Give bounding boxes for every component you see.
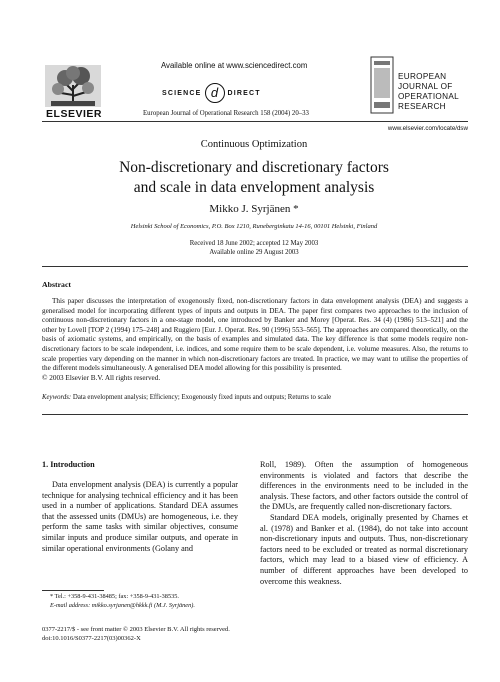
title-line-1: Non-discretionary and discretionary factors — [119, 159, 389, 176]
article-dates — [40, 239, 468, 257]
intro-paragraph-1-cont: Roll, 1989). Often the assumption of homogeneous environments is violated and factors that describe the differences in the environments need to be included in the analysis. These factors, and other factors outside the control of the DMUs, are frequently called non-discretionary factors. — [260, 460, 468, 512]
doi-line[interactable]: doi:10.1016/S0377-2217(03)00362-X — [42, 635, 141, 642]
sciencedirect-logo-right: DIRECT — [227, 89, 261, 97]
intro-paragraph-2: Standard DEA models, originally presented by Charnes et al. (1978) and Banker et al. (1984), do not take into account non-discretionary inputs and outputs. Thus, non-discretionary factors need to be excluded or treated as normal discretionary factors, which may lead to a biased view of efficiency. A number of different approaches have been developed to overcome this weakness. — [260, 512, 468, 586]
abstract-heading: Abstract — [42, 280, 72, 289]
footnote-email: E-mail address: mikko.syrjanen@hkkk.fi (M.J. Syrjänen). — [50, 602, 195, 609]
author-name: Mikko J. Syrjänen * — [209, 203, 299, 215]
abstract-copyright: © 2003 Elsevier B.V. All rights reserved. — [42, 374, 161, 382]
available-date: Available online 29 August 2003 — [209, 249, 299, 256]
journal-name: EUROPEAN JOURNAL OF OPERATIONAL RESEARCH — [398, 72, 459, 111]
section-type: Continuous Optimization — [200, 139, 308, 150]
title-line-2: and scale in data envelopment analysis — [133, 179, 375, 196]
sciencedirect-at-icon: d — [205, 83, 225, 103]
abstract-paragraph: This paper discusses the interpretation of exogenously fixed, non-discretionary factors in data envelopment analysis (DEA) and suggests a generalised model for incorporating different types of inputs and outputs in DEA. The paper first compares two approaches to the inclusion of continuous non-discretionary factors in a one-stage model, one introduced by Banker and Morey [Operat. Res. 34 (4) (1986) 513–521] and the other by Lovell [TOP 2 (1994) 175–248] and Ruggiero [Eur. J. Operat. Res. 90 (1996) 553–565]. The approaches are compared theoretically, on the basis of axiomatic systems, and empirically, on the basis of examples and simulated data. The key difference is that some models require non-discretionary factors to be scale independent, i.e. indices, and some require them to be scale dependent, i.e. volume measures. Also, the returns to scale properties vary depending on the manner in which non-discretionary factors are treated. In practice, we may want to utilise the properties of the different models simultaneously. A generalised DEA model allowing for this possibility is presented. — [42, 297, 468, 373]
keywords-list: Data envelopment analysis; Efficiency; Exogenously fixed inputs and outputs; Returns to scale — [72, 394, 332, 401]
right-column — [260, 460, 468, 587]
introduction-heading: 1. Introduction — [42, 460, 95, 469]
author-affiliation: Helsinki School of Economics, P.O. Box 1210, Runeberginkatu 14-16, 00101 Helsinki, Finland — [130, 223, 378, 230]
received-date: Received 18 June 2002; accepted 12 May 2003 — [189, 240, 319, 247]
available-online-text: Available online at www.sciencedirect.com — [161, 61, 308, 70]
header-divider — [42, 121, 468, 122]
footnote-rule — [42, 590, 104, 591]
issn-line: 0377-2217/$ - see front matter © 2003 Elsevier B.V. All rights reserved. — [42, 626, 230, 633]
abstract-body — [42, 297, 468, 374]
publication-info — [42, 625, 230, 643]
article-title — [40, 158, 468, 198]
sciencedirect-logo-left: SCIENCE — [162, 89, 202, 97]
author-footnote — [42, 592, 242, 610]
intro-paragraph-1: Data envelopment analysis (DEA) is currently a popular technique for analysing technical efficiency and it has been used in a number of applications. Standard DEA assumes that the assessed units (DMUs) are homogeneous, i.e. they perform the same tasks with similar objectives, consume similar inputs and produce similar outputs, and operate in similar operational environments (Golany and — [42, 480, 238, 553]
left-column — [42, 480, 238, 554]
keywords-label: Keywords: — [42, 394, 72, 401]
footnote-phone: * Tel.: +358-9-431-38485; fax: +358-9-431-38535. — [50, 593, 179, 600]
abstract-bottom-rule — [42, 414, 468, 415]
journal-url[interactable]: www.elsevier.com/locate/dsw — [387, 125, 468, 132]
sciencedirect-logo — [162, 83, 261, 103]
abstract-top-rule — [42, 266, 468, 267]
journal-citation: European Journal of Operational Research 158 (2004) 20–33 — [143, 110, 309, 117]
keywords — [42, 394, 468, 401]
publisher-name: ELSEVIER — [46, 108, 102, 120]
